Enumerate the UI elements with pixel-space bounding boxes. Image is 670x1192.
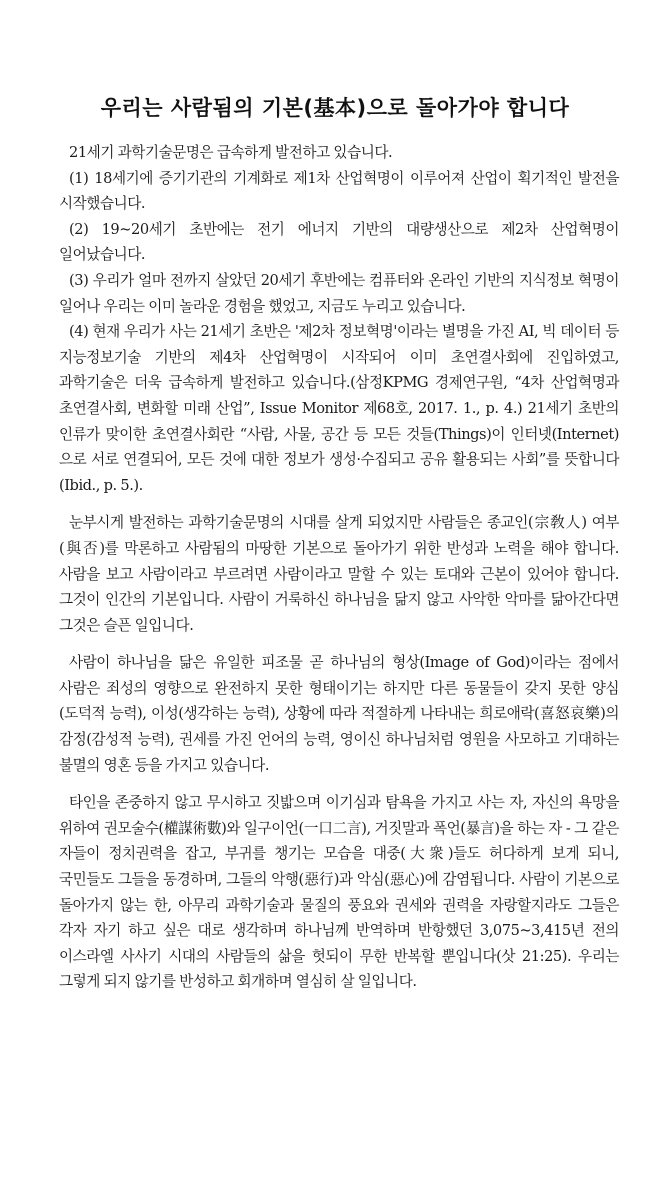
paragraph-conclusion: 타인을 존중하지 않고 무시하고 짓밟으며 이기심과 탐욕을 가지고 사는 자, 자신의 욕망을 위하여 권모술수(權謀術數)와 일구이언(一口二言), 거짓말과 폭언(暴言)을 하는 자 - 그 같은 자들이 정치권력을 잡고, 부귀를 챙기는 모습을 대중(大衆)들도 허다하게 보게 되니, 국민들도 그들을 동경하며, 그들의 악행(惡行)과 악심(惡心)에 감염됩니다. 사람이 기본으로 돌아가지 않는 한, 아무리 과학기술과 물질의 풍요와 권세와 권력을 자랑할지라도 그들은 각자 자기 하고 싶은 대로 생각하며 하나님께 반역하며 반항했던 3,075~3,415년 전의 이스라엘 사사기 시대의 사람들의 삶을 헛되이 무한 반복할 뿐입니다(삿 21:25). 우리는 그렇게 되지 않기를 반성하고 회개하며 열심히 살 일입니다. — [59, 794, 619, 991]
paragraph-item-1: (1) 18세기에 증기기관의 기계화로 제1차 산업혁명이 이루어져 산업이 획기적인 발전을 시작했습니다. — [59, 169, 619, 213]
paragraph-item-4: (4) 현재 우리가 사는 21세기 초반은 '제2차 정보혁명'이라는 별명을 가진 AI, 빅 데이터 등 지능정보기술 기반의 제4차 산업혁명이 시작되어 이미 초연결사회에 진입하였고, 과학기술은 더욱 급속하게 발전하고 있습니다.(삼정KPMG 경제연구원, “4차 산업혁명과 초연결사회, 변화할 미래 산업”, Issue Monitor 제68호, 2017. 1., p. 4.) 21세기 초반의 인류가 맞이한 초연결사회란 “사람, 사물, 공간 등 모든 것들(Things)이 인터넷(Internet)으로 서로 연결되어, 모든 것에 대한 정보가 생성·수집되고 공유 활용되는 사회”를 뜻합니다 (Ibid., p. 5.). — [59, 323, 619, 494]
paragraph-item-2: (2) 19~20세기 초반에는 전기 에너지 기반의 대량생산으로 제2차 산업혁명이 일어났습니다. — [59, 220, 619, 264]
paragraph-basics: 눈부시게 발전하는 과학기술문명의 시대를 살게 되었지만 사람들은 종교인(宗敎人) 여부(與否)를 막론하고 사람됨의 마땅한 기본으로 돌아가기 위한 반성과 노력을 해야 합니다. 사람을 보고 사람이라고 부르려면 사람이라고 말할 수 있는 토대와 근본이 있어야 합니다. 그것이 인간의 기본입니다. 사람이 거룩하신 하나님을 닮지 않고 사악한 악마를 닮아간다면 그것은 슬픈 일입니다. — [59, 514, 619, 634]
paragraph-item-3: (3) 우리가 얼마 전까지 살았던 20세기 후반에는 컴퓨터와 온라인 기반의 지식정보 혁명이 일어나 우리는 이미 놀라운 경험을 했었고, 지금도 누리고 있습니다. — [59, 271, 619, 315]
paragraph-intro: 21세기 과학기술문명은 급속하게 발전하고 있습니다. — [69, 144, 393, 161]
article-body — [59, 140, 619, 995]
paragraph-image-of-god: 사람이 하나님을 닮은 유일한 피조물 곧 하나님의 형상(Image of God)이라는 점에서 사람은 죄성의 영향으로 완전하지 못한 형태이기는 하지만 다른 동물들이 갖지 못한 양심(도덕적 능력), 이성(생각하는 능력), 상황에 따라 적절하게 나타내는 희로애락(喜怒哀樂)의 감정(감성적 능력), 권세를 가진 언어의 능력, 영이신 하나님처럼 영원을 사모하고 기대하는 불멸의 영혼 등을 가지고 있습니다. — [59, 654, 619, 774]
page-title: 우리는 사람됨의 기본(基本)으로 돌아가야 합니다 — [100, 96, 570, 120]
